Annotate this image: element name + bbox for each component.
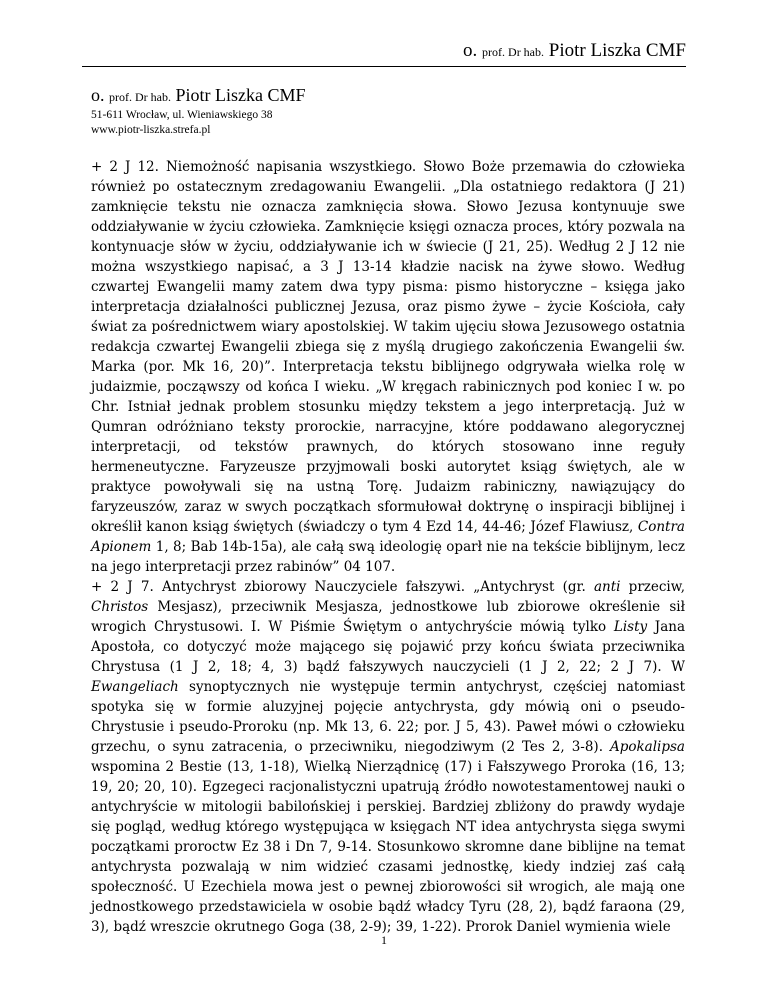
author-academic-title: prof. Dr hab. bbox=[109, 90, 171, 104]
header-academic-title: prof. Dr hab. bbox=[482, 45, 545, 59]
header-rule bbox=[82, 66, 686, 67]
header-prefix: o. bbox=[463, 40, 478, 61]
page-number: 1 bbox=[381, 933, 387, 947]
paragraph-2-j-7: + 2 J 7. Antychryst zbiorowy Nauczyciele fałszywi. „Antychryst (gr. anti przeciw, Christos Mesjasz), przeciwnik Mesjasza, jednostkowe lub zbiorowe określenie sił wrogich Chrystusowi. I. W Piśmie Świętym o antychryście mówią tylko Listy Jana Apostoła, co dotyczyć może mającego się pojawić przy końcu świata przeciwnika Chrystusa (1 J 2, 18; 4, 3) bądź fałszywych nauczycieli (1 J 2, 22; 2 J 7). W Ewangeliach synoptycznych nie występuje termin antychryst, częściej natomiast spotyka się w formie aluzyjnej pojęcie antychrysta, gdy mówią oni o pseudo-Chrystusie i pseudo-Proroku (np. Mk 13, 6. 22; por. J 5, 43). Paweł mówi o człowieku grzechu, o synu zatracenia, o przeciwniku, niegodziwym (2 Tes 2, 3-8). Apokalipsa wspomina 2 Bestie (13, 1-18), Wielką Nierządnicę (17) i Fałszywego Proroka (16, 13; 19, 20; 20, 10). Egzegeci racjonalistyczni upatrują źródło nowotestamentowej nauki o antychryście w mitologii babilońskiej i perskiej. Bardziej zbliżony do prawdy wydaje się pogląd, według którego występująca w księgach NT idea antychrysta sięga swymi początkami proroctw Ez 38 i Dn 7, 9-14. Stosunkowo skromne dane biblijne na temat antychrysta pozwalają w nim widzieć czasami jednostkę, kiedy indziej zaś całą społeczność. U Ezechiela mowa jest o pewnej zbiorowości sił wrogich, ale mają one jednostkowego przedstawiciela w osobie bądź władcy Tyru (28, 2), bądź faraona (29, 3), bądź wreszcie okrutnego Goga (38, 2-9); 39, 1-22). Prorok Daniel wymienia wiele bbox=[91, 579, 686, 935]
author-name-line bbox=[91, 84, 306, 108]
running-header bbox=[463, 40, 686, 62]
body-text bbox=[91, 157, 685, 937]
author-website: www.piotr-liszka.strefa.pl bbox=[91, 124, 211, 136]
author-block bbox=[91, 84, 306, 138]
header-author-name: Piotr Liszka CMF bbox=[548, 40, 686, 61]
author-address: 51-611 Wrocław, ul. Wieniawskiego 38 bbox=[91, 109, 273, 121]
author-prefix: o. bbox=[91, 85, 105, 105]
paragraph-2-j-12: + 2 J 12. Niemożność napisania wszystkiego. Słowo Boże przemawia do człowieka również po ostatecznym zredagowaniu Ewangelii. „Dla ostatniego redaktora (J 21) zamknięcie tekstu nie oznacza zamknięcia słowa. Słowo Jezusa kontynuuje swe oddziaływanie w życiu człowieka. Zamknięcie księgi oznacza proces, który pozwala na kontynuacje słów w życiu, oddziaływanie ich w świecie (J 21, 25). Według 2 J 12 nie można wszystkiego napisać, a 3 J 13-14 kładzie nacisk na żywe słowo. Według czwartej Ewangelii mamy zatem dwa typy pisma: pismo historyczne – księga jako interpretacja działalności publicznej Jezusa, oraz pismo żywe – życie Kościoła, cały świat za pośrednictwem wiary apostolskiej. W takim ujęciu słowa Jezusowego ostatnia redakcja czwartej Ewangelii zbiega się z myślą drugiego zakończenia Ewangelii św. Marka (por. Mk 16, 20)”. Interpretacja tekstu biblijnego odgrywała wielka rolę w judaizmie, począwszy od końca I wieku. „W kręgach rabinicznych pod koniec I w. po Chr. Istniał jednak problem stosunku między tekstem a jego interpretacją. Już w Qumran odróżniano teksty prorockie, narracyjne, które poddawano alegorycznej interpretacji, od tekstów prawnych, do których stosowano inne reguły hermeneutyczne. Faryzeusze przyjmowali boski autorytet ksiąg świętych, ale w praktyce powoływali się na ustną Torę. Judaizm rabiniczny, nawiązujący do faryzeuszów, zaraz w swych początkach sformułował doktrynę o inspiracji biblijnej i określił kanon ksiąg świętych (świadczy o tym 4 Ezd 14, 44-46; Józef Flawiusz, Contra Apionem 1, 8; Bab 14b-15a), ale całą swą ideologię oparł nie na tekście biblijnym, lecz na jego interpretacji przez rabinów” 04 107. bbox=[91, 159, 685, 575]
author-name: Piotr Liszka CMF bbox=[175, 85, 306, 105]
